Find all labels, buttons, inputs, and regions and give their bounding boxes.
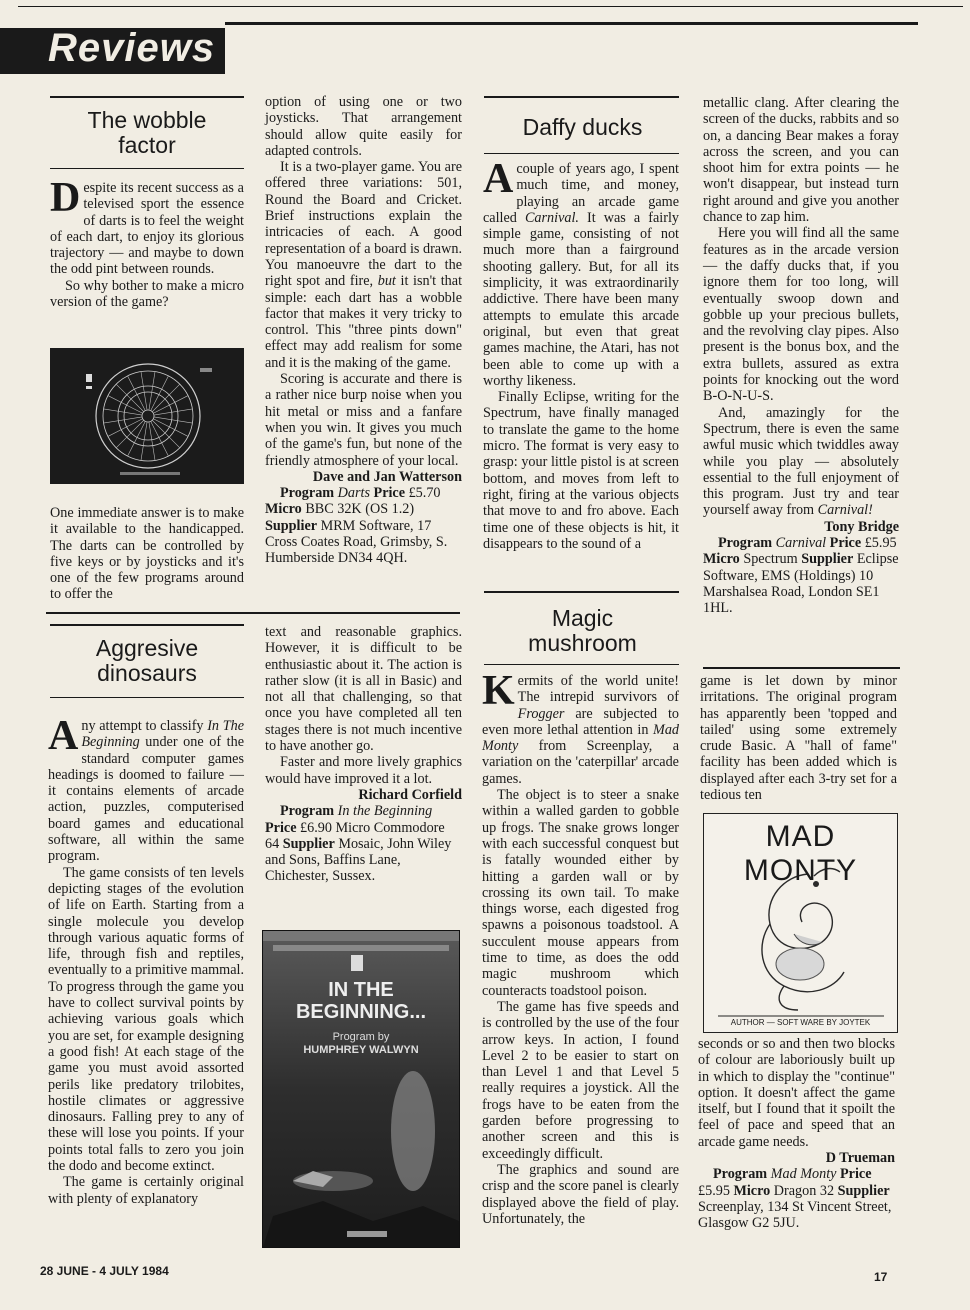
headline-rule [50,624,244,626]
credits: Program Darts Price £5.70 Micro BBC 32K (OS 1.2) Supplier MRM Software, 17 Cross Coates Road, Grimsby, S. Humberside DN34 4QH. [265,485,448,567]
headline-rule [484,153,679,154]
credits: Program Mad Monty Price £5.95 Micro Dragon 32 Supplier Screenplay, 134 St Vincent Street, Glasgow G2 5JU. [698,1166,892,1232]
dartboard-graphic [50,348,244,484]
article-column: text and reasonable graphics. However, it is difficult to be enthusiastic about it. The action is rather slow (it is all in Basic) and not all that challenging, so that once you have completed all ten stages there is not much incentive to have another go. Faster and more lively graphics would have improved it a lot. Richard Corfield Program In the Beginning Price £6.90 Micro Commodore 64 Supplier Mosaic, John Wiley and Sons, Baffins Lane, Chichester, Sussex. [265,624,462,885]
article-column: One immediate answer is to make it available to the handicapped. The darts can be controlled by five keys or by joysticks and it's one of the few programs around to offer the [50,505,244,603]
story-divider [484,591,679,593]
cover-title: MAD MONTY [743,820,858,887]
cover-credit: AUTHOR — SOFT WARE BY JOYTEK [730,1018,871,1027]
headline-daffy: Daffy ducks [522,114,643,140]
headline-rule [50,96,244,98]
reviewer-name: D Trueman [825,1150,895,1167]
top-rule-heavy [225,22,918,25]
reviewer-name: Dave and Jan Watterson [312,468,462,485]
issue-date: 28 JUNE - 4 JULY 1984 [40,1264,169,1278]
headline-rule [484,96,679,98]
top-rule [18,6,963,7]
credits: Program Carnival Price £5.95 Micro Spectrum Supplier Eclipse Software, EMS (Holdings) 10 Marshalsea Road, London SE1 1HL. [703,535,899,617]
cover-credit: Program by HUMPHREY WALWYN [303,1031,419,1056]
credits: Program In the Beginning Price £6.90 Micro Commodore 64 Supplier Mosaic, John Wiley and Sons, Baffins Lane, Chichester, Sussex. [265,803,452,885]
game-cover-in-the-beginning [262,930,460,1248]
headline-rule [50,697,244,698]
headline-dinosaurs: Aggresive dinosaurs [95,635,199,686]
drop-cap: K [482,668,515,714]
game-cover-mad-monty [703,813,898,1033]
story-divider [46,612,460,614]
headline-rule [50,168,244,169]
darts-screenshot [50,348,244,484]
article-column: Despite its recent success as a televised sport the essence of darts is to feel the weight of each dart, to enjoy its glorious trajectory — and maybe to down the odd pint between rounds. So why bother to make a micro version of the game? [50,175,244,311]
article-column: game is let down by minor irritations. The original program has apparently been 'topped and tailed' using some extremely crude Basic. A "hall of fame" facility has been added which is displayed after each 3-try set for a tedious ten [700,673,897,804]
article-column: Kermits of the world unite! The intrepid survivors of Frogger are subjected to even more lethal attention in Mad Monty from Screenplay, a variation on the 'caterpillar' arcade games. The object is to steer a snake within a walled garden to gobble up frogs. The snake grows longer with each successful conquest but is fatally wounded either by hitting a garden wall or by crossing its own tail. To make things worse, each digested frog spawns a poisonous toadstool. A succulent mouse appears from time to time, as does the odd magic mushroom which counteracts toadstool poison. The game has five speeds and is controlled by the use of the four arrow keys. In action, I found Level 2 to be easier to start on than Level 1 and that Level 5 really requires a joystick. All the frogs have to be eaten from the garden before progressing to another screen and this is exceedingly difficult. The graphics and sound are crisp and the score panel is clearly displayed above the field of play. Unfortunately, the [482,668,680,1227]
article-column: option of using one or two joysticks. That arrangement should allow quite easily for adapted controls. It is a two-player game. You are offered three variations: 501, Round the Board and Cricket. Brief instructions explain the intricacies of each. A good representation of a board is drawn. You manoeuvre the dart to the right spot and fire, but it isn't that simple: each dart has a wobble factor that makes it very tricky to control. This "three pints down" effect may add realism for some and it is the making of the game. Scoring is accurate and there is a rather nice burp noise when you hit metal or miss and a fanfare when you win. It gives you much of the game's fun, but none of the friendly atmosphere of your local. Dave and Jan Watterson Program Darts Price £5.70 Micro BBC 32K (OS 1.2) Supplier MRM Software, 17 Cross Coates Road, Grimsby, S. Humberside DN34 4QH. [265,94,463,567]
article-column: seconds or so and then two blocks of colour are laboriously built up in which to display the "continue" option. It doesn't affect the game itself, but I found that it spoilt the feel of pace and speed that an arcade game needs. D Trueman Program Mad Monty Price £5.95 Micro Dragon 32 Supplier Screenplay, 134 St Vincent Street, Glasgow G2 5JU. [698,1036,895,1232]
headline-magic-mushroom: Magic mushroom [528,605,637,656]
drop-cap: A [483,156,514,202]
article-column: Any attempt to classify In The Beginning under one of the standard computer games headings is doomed to failure — it contains elements of arcade action, puzzles, computerised board games and educational software, all within the same program. The game consists of ten levels depicting stages of the evolution of life on Earth. Starting from a single molecule you develop through various aquatic forms of life, through fish and reptiles, eventually to a primitive mammal. To progress through the game you have to collect survival points by achieving various goals which you are set, for example designing a good fish! At each stage of the game you must avoid assorted perils like predatory trilobites, hostile climates or aggressive dinosaurs. Falling prey to any of these will lose you points. If your points total falls to zero you join the dodo and become extinct. The game is certainly original with plenty of explanatory [48,713,244,1207]
section-title: Reviews [48,26,216,70]
headline-wobble: The wobble factor [87,107,207,158]
drop-cap: D [50,175,81,221]
story-divider [703,667,900,669]
cover-title: IN THE BEGINNING... [295,979,426,1023]
page-number: 17 [874,1270,888,1284]
reviewer-name: Tony Bridge [824,518,899,535]
article-column: metallic clang. After clearing the screen of the ducks, rabbits and so on, a dancing Bear makes a foray across the screen, and you can shoot him for extra points — he won't disappear, but instead turn right around and give you another chance to zap him. Here you will find all the same features as in the arcade version — the daffy ducks that, if you ignore them for too long, will eventually swoop down and gobble up your precious bullets, and the revolving clay pipes. Also present is the bonus box, and the extra bullets, assured as extra points for knocking out the word B-O-N-U-S. And, amazingly for the Spectrum, there is even the same awful music which twiddles away while you play — absolutely essential to the full enjoyment of this program. Just try and tear yourself away from Carnival! Tony Bridge Program Carnival Price £5.95 Micro Spectrum Supplier Eclipse Software, EMS (Holdings) 10 Marshalsea Road, London SE1 1HL. [703,95,899,617]
headline-rule [484,664,679,665]
article-column: Acouple of years ago, I spent much time, and money, playing an arcade game called Carnival. It was a fairly simple game, consisting of not much more than a fairground shooting gallery. But, for all its simplicity, it was extraordinarily addictive. There have been many attempts to emulate this arcade original, but even that great games machine, the Atari, has not been able to come up with a worthy likeness. Finally Eclipse, writing for the Spectrum, have finally managed to translate the game to the home micro. The format is very easy to grasp: your little pistol is at screen bottom, and moves from left to right, firing at the various objects that move to and fro above. Each time one of these objects is hit, it disappears to the sound of a [483,156,679,552]
reviewer-name: Richard Corfield [358,786,462,803]
drop-cap: A [48,713,79,759]
